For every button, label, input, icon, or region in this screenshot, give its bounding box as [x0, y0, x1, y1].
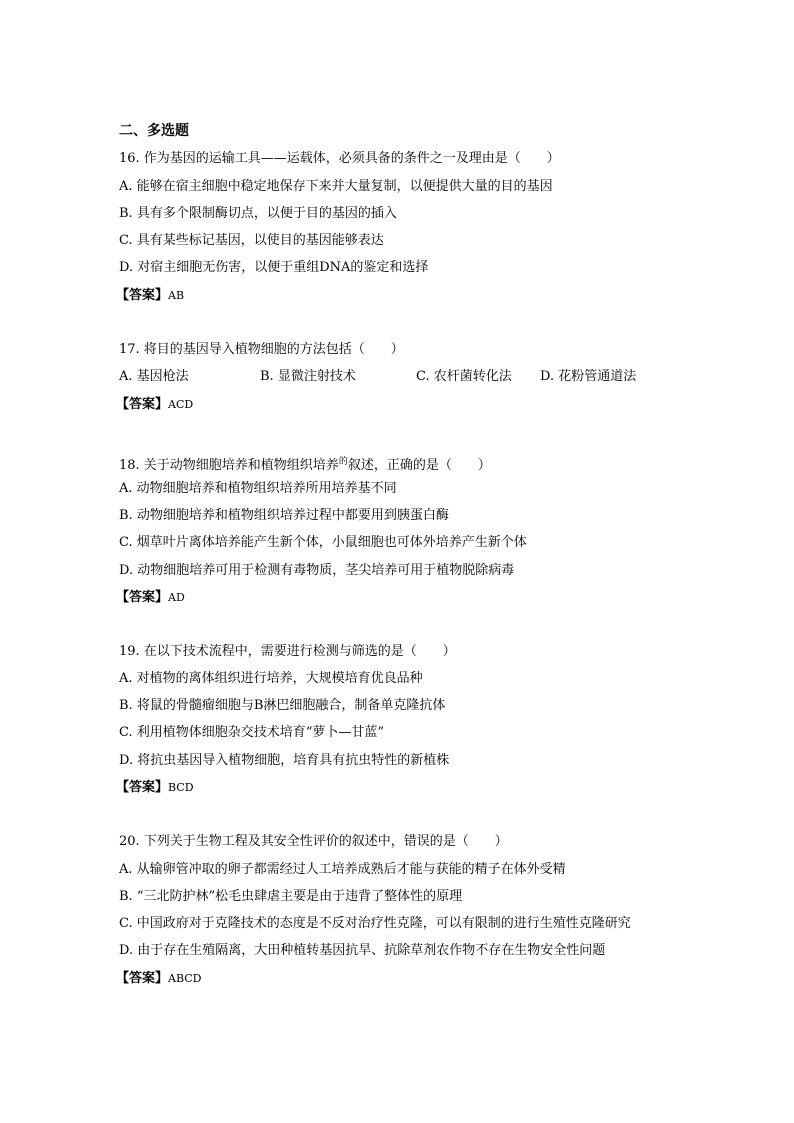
answer-tag: 【答案】 [116, 971, 169, 986]
answer-value: AB [168, 289, 185, 302]
answer-value: ABCD [168, 972, 202, 985]
answer-tag: 【答案】 [116, 590, 169, 605]
question-16-option-a: A. 能够在宿主细胞中稳定地保存下来并大量复制，以便提供大量的目的基因 [119, 179, 553, 194]
answer-value: AD [168, 591, 185, 604]
question-18-option-c: C. 烟草叶片离体培养能产生新个体，小鼠细胞也可体外培养产生新个体 [119, 535, 527, 550]
question-19-option-d: D. 将抗虫基因导入植物细胞，培育具有抗虫特性的新植株 [119, 753, 450, 768]
question-16-option-c: C. 具有某些标记基因，以使目的基因能够表达 [119, 233, 384, 248]
question-17-option-c: C. 农杆菌转化法 [416, 369, 512, 384]
question-20-option-a: A. 从输卵管冲取的卵子都需经过人工培养成熟后才能与获能的精子在体外受精 [119, 862, 566, 877]
question-17-options-row [119, 368, 679, 386]
answer-value: BCD [168, 781, 194, 794]
answer-tag: 【答案】 [116, 288, 169, 303]
question-18-option-b: B. 动物细胞培养和植物组织培养过程中都要用到胰蛋白酶 [119, 508, 449, 523]
question-17-option-a: A. 基因枪法 [119, 369, 189, 384]
question-20-option-b: B. “三北防护林”松毛虫肆虐主要是由于违背了整体性的原理 [119, 889, 463, 904]
question-20-option-c: C. 中国政府对于克隆技术的态度是不反对治疗性克隆，可以有限制的进行生殖性克隆研究 [119, 916, 631, 931]
question-20-option-d: D. 由于存在生殖隔离，大田种植转基因抗旱、抗除草剂农作物不存在生物安全性问题 [119, 943, 606, 958]
question-16-stem: 16. 作为基因的运输工具——运载体，必须具备的条件之一及理由是（ ） [119, 151, 560, 166]
answer-tag: 【答案】 [116, 780, 169, 795]
question-17-option-d: D. 花粉管通道法 [540, 369, 637, 384]
question-16-answer [116, 287, 184, 305]
question-20-answer [116, 970, 201, 988]
question-17-stem: 17. 将目的基因导入植物细胞的方法包括（ ） [119, 342, 404, 357]
question-19-option-c: C. 利用植物体细胞杂交技术培育“萝卜—甘蓝” [119, 725, 385, 740]
question-18-stem-part1: 18. 关于动物细胞培养和植物组织培养 [119, 458, 339, 473]
question-19-option-a: A. 对植物的离体组织进行培养，大规模培育优良品种 [119, 671, 423, 686]
section-title: 二、多选题 [119, 123, 189, 139]
answer-tag: 【答案】 [116, 397, 169, 412]
question-16-option-d: D. 对宿主细胞无伤害，以便于重组DNA的鉴定和选择 [119, 260, 429, 275]
question-19-stem: 19. 在以下技术流程中，需要进行检测与筛选的是（ ） [119, 644, 456, 659]
question-17-answer [116, 396, 193, 414]
question-17-option-b: B. 显微注射技术 [260, 369, 356, 384]
question-16-option-b: B. 具有多个限制酶切点，以便于目的基因的插入 [119, 206, 397, 221]
question-19-option-b: B. 将鼠的骨髓瘤细胞与B淋巴细胞融合，制备单克隆抗体 [119, 698, 446, 713]
question-20-stem: 20. 下列关于生物工程及其安全性评价的叙述中，错误的是（ ） [119, 834, 508, 849]
question-18-answer [116, 589, 185, 607]
question-18-option-d: D. 动物细胞培养可用于检测有毒物质，茎尖培养可用于植物脱除病毒 [119, 563, 515, 578]
question-18-stem-superscript: 的 [338, 457, 348, 467]
answer-value: ACD [168, 398, 194, 411]
question-18-option-a: A. 动物细胞培养和植物组织培养所用培养基不同 [119, 481, 397, 496]
question-19-answer [116, 779, 194, 797]
question-18-stem [119, 453, 491, 475]
question-18-stem-part2: 叙述，正确的是（ ） [347, 458, 491, 473]
